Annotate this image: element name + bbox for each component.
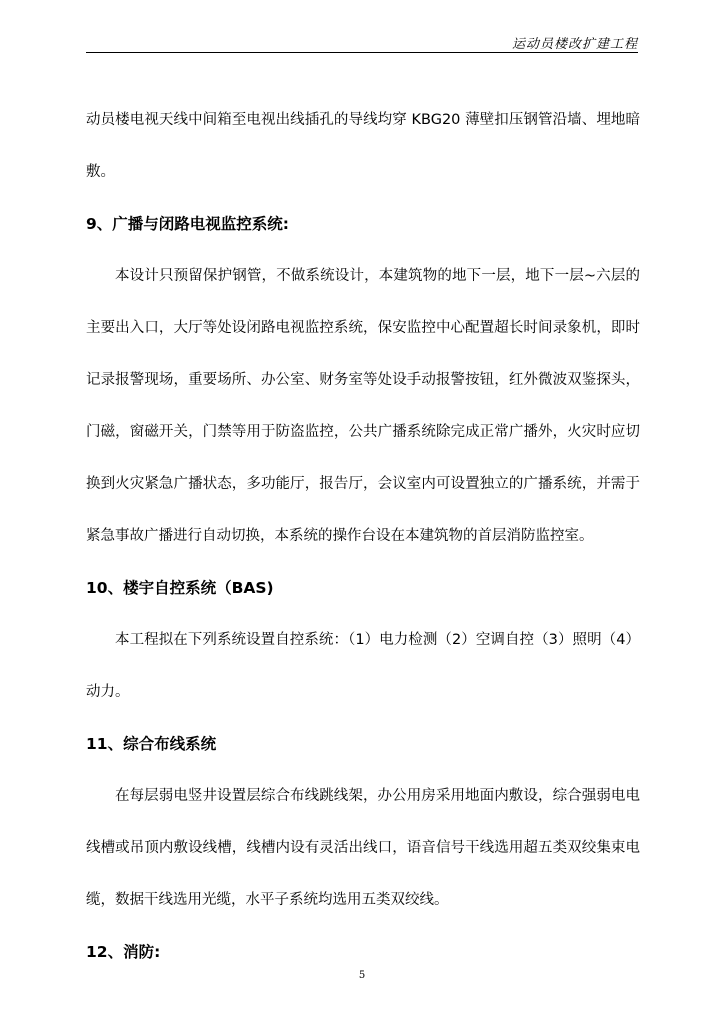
- section-9-heading: 9、广播与闭路电视监控系统:: [86, 215, 289, 233]
- section-12-heading: 12、消防:: [86, 943, 161, 961]
- document-body: [86, 94, 640, 978]
- section-11-heading: 11、综合布线系统: [86, 735, 217, 753]
- paragraph-continued: 动员楼电视天线中间箱至电视出线插孔的导线均穿 KBG20 薄壁扣压钢管沿墙、埋地暗敷。: [86, 112, 640, 180]
- section-10-paragraph: 本工程拟在下列系统设置自控系统：（1）电力检测（2）空调自控（3）照明（4）动力。: [86, 632, 640, 700]
- page-number: 5: [358, 970, 366, 981]
- section-10-heading: 10、楼宇自控系统（BAS): [86, 579, 274, 597]
- section-11-paragraph: 在每层弱电竖井设置层综合布线跳线架，办公用房采用地面内敷设，综合强弱电电线槽或吊顶内敷设线槽，线槽内设有灵活出线口，语音信号干线选用超五类双绞集束电缆，数据干线选用光缆，水平子系统均选用五类双绞线。: [86, 788, 640, 908]
- section-9-paragraph: 本设计只预留保护钢管，不做系统设计，本建筑物的地下一层，地下一层~六层的主要出入口，大厅等处设闭路电视监控系统，保安监控中心配置超长时间录象机，即时记录报警现场，重要场所、办公室、财务室等处设手动报警按钮，红外微波双鉴探头，门磁，窗磁开关，门禁等用于防盗监控，公共广播系统除完成正常广播外，火灾时应切换到火灾紧急广播状态，多功能厅，报告厅，会议室内可设置独立的广播系统，并需于紧急事故广播进行自动切换，本系统的操作台设在本建筑物的首层消防监控室。: [86, 268, 640, 544]
- header-title: 运动员楼改扩建工程: [511, 37, 638, 52]
- page-header: [86, 30, 638, 53]
